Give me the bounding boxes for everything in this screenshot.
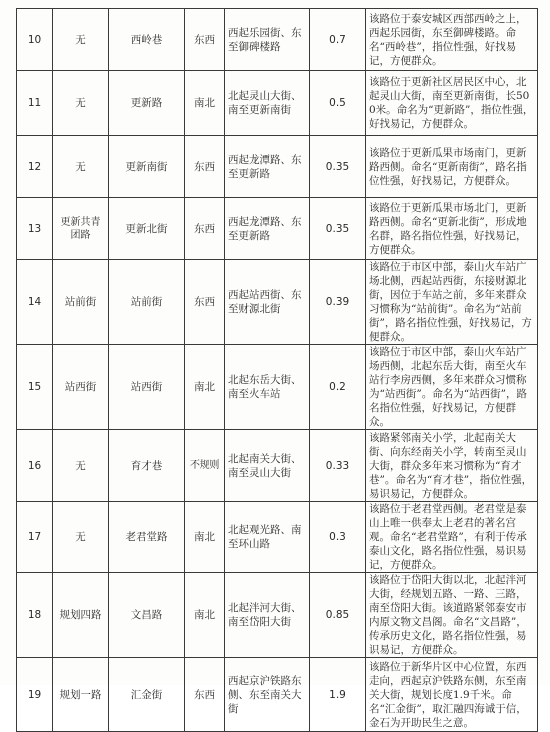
length: 0.35 [310,198,366,260]
description: 该路位于市区中部，泰山火车站广场西侧，北起东岳大街，南至火车站行李房西侧，多年来群众习惯称为“站西街”。命名为“站西街”，路名指位性强，好找易记，方便群众。 [366,345,538,430]
direction: 南北 [185,345,225,430]
new-name: 更新路 [109,71,185,136]
row-number: 18 [17,573,53,658]
table-row [17,502,538,573]
row-number: 10 [17,9,53,71]
row-number: 19 [17,658,53,732]
boundary: 西起龙潭路、东至更新路 [225,136,310,198]
old-name: 更新共青团路 [53,198,109,260]
boundary: 北起灵山大街、南至更新南街 [225,71,310,136]
old-name: 站西街 [53,345,109,430]
table-row [17,260,538,345]
direction: 南北 [185,573,225,658]
new-name: 站前街 [109,260,185,345]
direction: 东西 [185,658,225,732]
old-name: 规划一路 [53,658,109,732]
row-number: 14 [17,260,53,345]
old-name: 无 [53,9,109,71]
direction: 东西 [185,198,225,260]
description: 该路位于更新社区居民区中心，北起灵山大街，南至更新南街，长500米。命名为“更新路”，指位性强，好找易记，方便群众。 [366,71,538,136]
length: 0.35 [310,136,366,198]
new-name: 西岭巷 [109,9,185,71]
table-row [17,573,538,658]
boundary: 西起京沪铁路东侧、东至南关大街 [225,658,310,732]
row-number: 11 [17,71,53,136]
old-name: 无 [53,430,109,502]
description: 该路紧邻南关小学，北起南关大街、向东经南关小学，转南至灵山大街，群众多年来习惯称为“育才巷”。命名为“育才巷”，指位性强，易识易记，方便群众。 [366,430,538,502]
table-row [17,345,538,430]
length: 1.9 [310,658,366,732]
new-name: 育才巷 [109,430,185,502]
road-naming-table [16,8,538,732]
boundary: 西起站西街、东至财源北街 [225,260,310,345]
old-name: 站前街 [53,260,109,345]
boundary: 北起南关大街、南至灵山大街 [225,430,310,502]
description: 该路位于岱阳大街以北，北起泮河大街，经规划五路、一路、三路，南至岱阳大街。该道路紧邻泰安市内原文物文昌阁。命名“文昌路”，传承历史文化，路名指位性强，易识易记，方便群众。 [366,573,538,658]
boundary: 北起泮河大街、南至岱阳大街 [225,573,310,658]
boundary: 北起东岳大街、南至火车站 [225,345,310,430]
new-name: 文昌路 [109,573,185,658]
new-name: 站西街 [109,345,185,430]
old-name: 无 [53,502,109,573]
direction: 不规则 [185,430,225,502]
old-name: 无 [53,71,109,136]
direction: 南北 [185,502,225,573]
length: 0.7 [310,9,366,71]
description: 该路位于更新瓜果市场南门，更新路西侧。命名“更新南街”，路名指位性强，好找易记，方便群众。 [366,136,538,198]
row-number: 16 [17,430,53,502]
old-name: 规划四路 [53,573,109,658]
description: 该路位于市区中部，泰山火车站广场北侧，西起站西街，东接财源北街，因位于车站之前，多年来群众习惯称为“站前街”。命名为“站前街”，路名指位性强，好找易记，方便群众。 [366,260,538,345]
direction: 东西 [185,260,225,345]
boundary: 西起乐园街、东至御碑楼路 [225,9,310,71]
direction: 东西 [185,136,225,198]
description: 该路位于泰安城区西部西岭之上，西起乐园街，东至御碑楼路。命名“西岭巷”，指位性强，好找易记，方便群众。 [366,9,538,71]
row-number: 12 [17,136,53,198]
description: 该路位于更新瓜果市场北门，更新路西侧。命名“更新北街”，形成地名群，路名指位性强，好找易记，方便群众。 [366,198,538,260]
table-row [17,9,538,71]
table-row [17,430,538,502]
length: 0.33 [310,430,366,502]
new-name: 老君堂路 [109,502,185,573]
table-row [17,136,538,198]
length: 0.3 [310,502,366,573]
new-name: 更新北街 [109,198,185,260]
new-name: 汇金街 [109,658,185,732]
direction: 东西 [185,9,225,71]
old-name: 无 [53,136,109,198]
row-number: 15 [17,345,53,430]
length: 0.2 [310,345,366,430]
length: 0.85 [310,573,366,658]
table-row [17,71,538,136]
table-row [17,198,538,260]
boundary: 北起观光路、南至环山路 [225,502,310,573]
new-name: 更新南街 [109,136,185,198]
description: 该路位于老君堂西侧。老君堂是泰山上唯一供奉太上老君的著名宫观。命名“老君堂路”，有利于传承泰山文化，路名指位性强，易识易记，方便群众。 [366,502,538,573]
direction: 南北 [185,71,225,136]
row-number: 17 [17,502,53,573]
length: 0.39 [310,260,366,345]
row-number: 13 [17,198,53,260]
length: 0.5 [310,71,366,136]
boundary: 西起龙潭路、东至更新路 [225,198,310,260]
description: 该路位于新华片区中心位置，东西走向，西起京沪铁路东侧，东至南关大街，规划长度1.9千米。命名“汇金街”，取汇融四海诚于信，金石为开助民生之意。 [366,658,538,732]
table-row [17,658,538,732]
